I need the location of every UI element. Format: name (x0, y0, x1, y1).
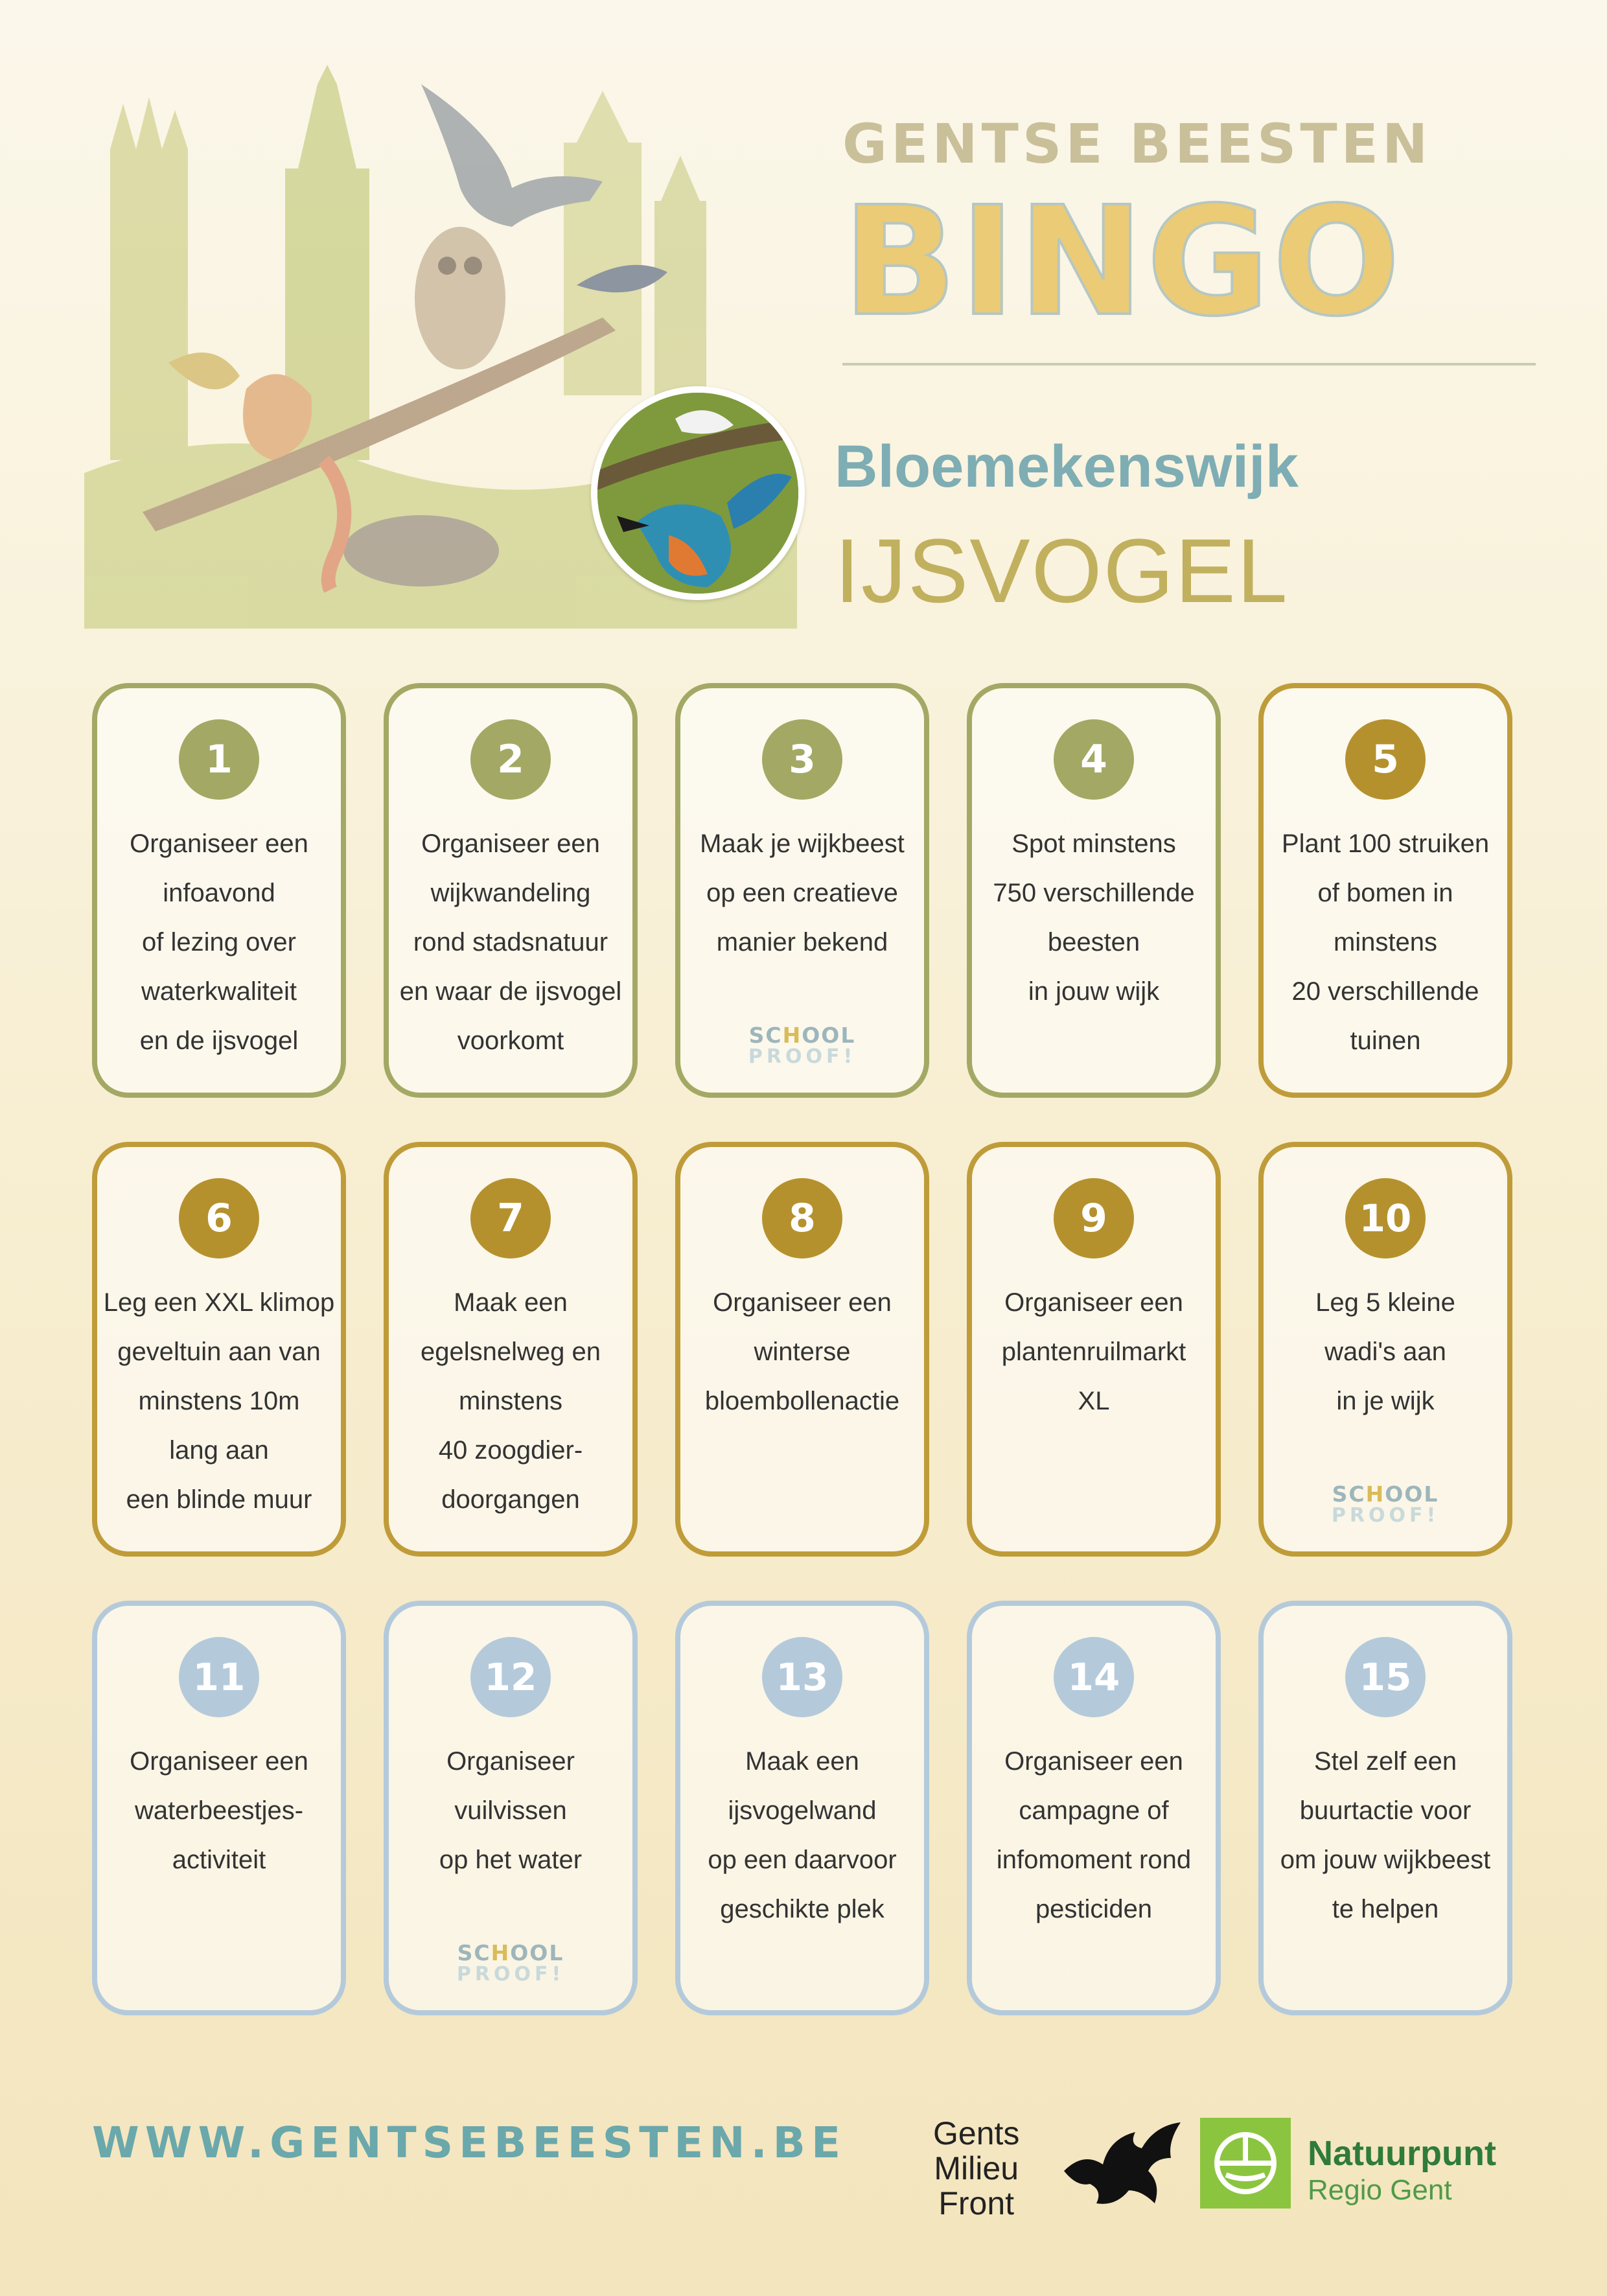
card-number: 9 (1054, 1178, 1134, 1258)
dragon-icon (1058, 2113, 1187, 2210)
card-text: Spot minstens 750 verschillende beesten in jouw wijk (993, 829, 1195, 1006)
bingo-card-15[interactable] (1258, 1601, 1512, 2015)
card-text: Organiseer een campagne of infomoment rond pesticiden (996, 1747, 1192, 1923)
header-divider (842, 363, 1536, 365)
card-text: Organiseer een plantenruilmarkt XL (1001, 1288, 1186, 1415)
school-proof-badge: SCHOOL PROOF! (748, 1023, 857, 1068)
card-text: Leg een XXL klimop geveltuin aan van minstens 10m lang aan een blinde muur (103, 1288, 335, 1514)
gents-milieu-front-logo: Gents Milieu Front (933, 2115, 1020, 2221)
card-text: Maak een ijsvogelwand op een daarvoor geschikte plek (708, 1747, 897, 1923)
bingo-card-8[interactable] (675, 1142, 929, 1557)
school-proof-badge: SCHOOL PROOF! (1331, 1481, 1440, 1527)
card-number: 14 (1054, 1637, 1134, 1717)
kingfisher-medallion (591, 386, 805, 600)
card-text: Organiseer vuilvissen op het water (439, 1747, 583, 1874)
hedgehog-illustration (343, 515, 499, 586)
card-text: Stel zelf een buurtactie voor om jouw wijkbeest te helpen (1280, 1747, 1491, 1923)
card-number: 12 (470, 1637, 551, 1717)
natuurpunt-logo-icon (1200, 2118, 1291, 2209)
natuurpunt-region: Regio Gent (1308, 2174, 1452, 2206)
bingo-card-13[interactable] (675, 1601, 929, 2015)
card-text: Organiseer een wijkwandeling rond stadsnatuur en waar de ijsvogel voorkomt (399, 829, 622, 1055)
bingo-card-9[interactable] (967, 1142, 1221, 1557)
owl-illustration (415, 227, 505, 369)
card-number: 15 (1345, 1637, 1426, 1717)
bingo-card-1[interactable] (92, 683, 346, 1098)
school-proof-badge: SCHOOL PROOF! (456, 1940, 565, 1986)
card-number: 4 (1054, 719, 1134, 800)
card-number: 8 (762, 1178, 842, 1258)
card-number: 6 (179, 1178, 259, 1258)
card-text: Leg 5 kleine wadi's aan in je wijk (1315, 1288, 1455, 1415)
card-text: Organiseer een waterbeestjes- activiteit (130, 1747, 308, 1874)
card-number: 7 (470, 1178, 551, 1258)
bingo-card-6[interactable] (92, 1142, 346, 1557)
card-text: Maak een egelsnelweg en minstens 40 zoogdier- doorgangen (421, 1288, 601, 1514)
website-link[interactable]: WWW.GENTSEBEESTEN.BE (92, 2118, 847, 2168)
bingo-card-3[interactable] (675, 683, 929, 1098)
card-number: 13 (762, 1637, 842, 1717)
card-text: Plant 100 struiken of bomen in minstens 20 verschillende tuinen (1281, 829, 1490, 1055)
header-title (842, 112, 1542, 349)
bingo-card-10[interactable] (1258, 1142, 1512, 1557)
title-gentse-beesten: GENTSE BEESTEN (842, 112, 1432, 176)
bingo-card-4[interactable] (967, 683, 1221, 1098)
bingo-card-12[interactable] (384, 1601, 638, 2015)
bingo-card-14[interactable] (967, 1601, 1221, 2015)
card-number: 5 (1345, 719, 1426, 800)
card-number: 3 (762, 719, 842, 800)
card-number: 11 (179, 1637, 259, 1717)
card-number: 2 (470, 719, 551, 800)
tower-far-right (654, 156, 706, 408)
bingo-card-2[interactable] (384, 683, 638, 1098)
card-number: 10 (1345, 1178, 1426, 1258)
bingo-card-7[interactable] (384, 1142, 638, 1557)
natuurpunt-name: Natuurpunt (1308, 2134, 1496, 2173)
animal-name: IJSVOGEL (835, 520, 1289, 621)
card-text: Maak je wijkbeest op een creatieve manier bekend (700, 829, 905, 957)
tower-left (110, 97, 188, 460)
bingo-card-5[interactable] (1258, 683, 1512, 1098)
kingfisher-icon (597, 393, 798, 594)
card-number: 1 (179, 719, 259, 800)
district-name: Bloemekenswijk (835, 434, 1299, 500)
card-text: Organiseer een winterse bloembollenactie (704, 1288, 900, 1415)
card-text: Organiseer een infoavond of lezing over waterkwaliteit en de ijsvogel (130, 829, 308, 1055)
title-bingo: BINGO (842, 174, 1403, 349)
bingo-card-11[interactable] (92, 1601, 346, 2015)
